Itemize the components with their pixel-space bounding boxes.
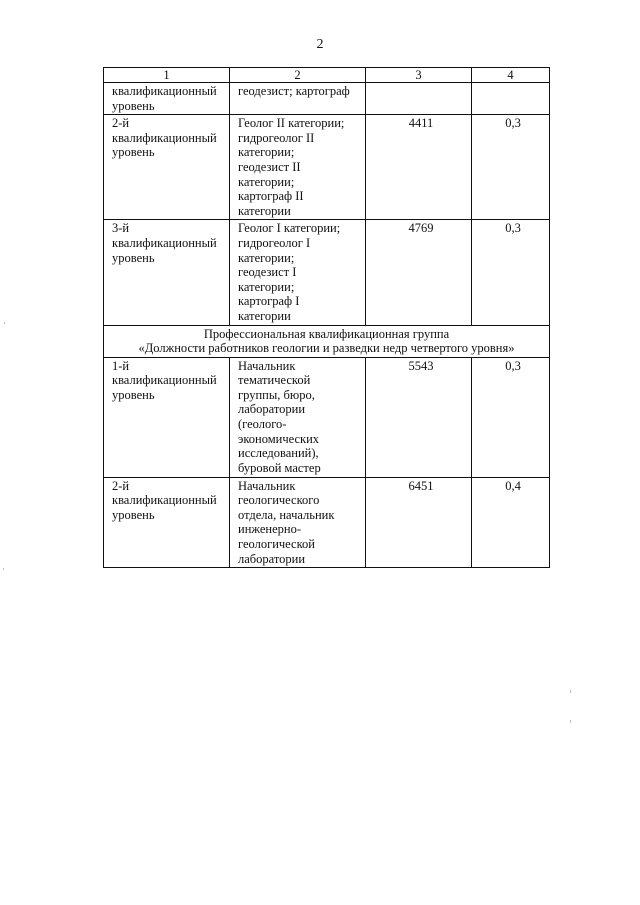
level-cell [104,115,230,220]
position-text: категории; [238,145,295,160]
position-text: картограф I [238,294,300,309]
position-text: Геолог II категории; [238,116,345,131]
level-text: уровень [112,507,155,522]
position-text: Начальник [238,358,296,373]
position-text: категории [238,308,291,323]
level-text: 2-й [112,116,130,131]
position-text: тематической [238,373,311,388]
position-text: отдела, начальник [238,507,335,522]
coefficient-cell [472,83,550,115]
group-heading-cell [104,325,550,357]
position-cell [230,220,366,325]
level-text: квалификационный [112,130,217,145]
level-text: уровень [112,98,155,113]
level-text: уровень [112,387,155,402]
group-heading-line: «Должности работников геологии и разведки недр четвертого уровня» [138,341,515,356]
position-text: Геолог I категории; [238,221,341,236]
position-text: геодезист; картограф [238,84,350,98]
table-header-row [104,68,550,83]
position-text: картограф II [238,189,304,204]
position-text: геологической [238,537,315,552]
table-row [104,115,550,220]
coefficient-cell: 0,3 [472,115,550,220]
table-row [104,83,550,115]
position-text: геодезист I [238,265,297,280]
salary-cell: 4769 [366,220,472,325]
level-text: 3-й [112,221,130,236]
salary-cell [366,83,472,115]
salary-cell: 4411 [366,115,472,220]
scan-artifact [4,322,5,324]
position-text: геодезист II [238,159,301,174]
position-text: (геолого- [238,417,287,432]
position-text: Начальник [238,478,296,493]
header-col-4: 4 [472,68,550,83]
level-cell [104,477,230,568]
position-text: категории; [238,279,295,294]
level-text: квалификационный [112,373,217,388]
table-row [104,357,550,477]
scan-artifact [570,690,571,693]
position-text: группы, бюро, [238,387,315,402]
position-text: лаборатории [238,551,306,566]
position-text: гидрогеолог I [238,235,311,250]
position-cell [230,83,366,115]
level-cell [104,83,230,115]
group-heading-row [104,325,550,357]
group-heading-line: Профессиональная квалификационная группа [203,326,450,341]
position-cell [230,357,366,477]
position-cell [230,477,366,568]
position-text: экономических [238,431,320,446]
position-text: буровой мастер [238,460,321,475]
level-text: уровень [112,145,155,160]
scan-artifact [570,720,571,723]
level-text: уровень [112,250,155,265]
position-text: гидрогеолог II [238,130,315,145]
level-text: квалификационный [112,493,217,508]
header-col-2: 2 [230,68,366,83]
position-text: категории; [238,250,295,265]
level-text: 1-й [112,358,130,373]
position-text: инженерно- [238,522,301,537]
position-text: лаборатории [238,402,306,417]
position-text: категории [238,203,291,218]
table-row [104,477,550,568]
position-text: геологического [238,493,320,508]
level-text: квалификационный [112,235,217,250]
salary-cell: 6451 [366,477,472,568]
header-col-1: 1 [104,68,230,83]
level-text: квалификационный [112,84,217,98]
position-text: исследований), [238,446,319,461]
level-cell [104,357,230,477]
position-text: категории; [238,174,295,189]
level-text: 2-й [112,478,130,493]
level-cell [104,220,230,325]
salary-cell: 5543 [366,357,472,477]
coefficient-cell: 0,3 [472,220,550,325]
page-number: 2 [316,37,324,52]
coefficient-cell: 0,4 [472,477,550,568]
salary-table [103,67,550,568]
table-row [104,220,550,325]
position-cell [230,115,366,220]
scan-artifact [3,568,4,570]
coefficient-cell: 0,3 [472,357,550,477]
header-col-3: 3 [366,68,472,83]
